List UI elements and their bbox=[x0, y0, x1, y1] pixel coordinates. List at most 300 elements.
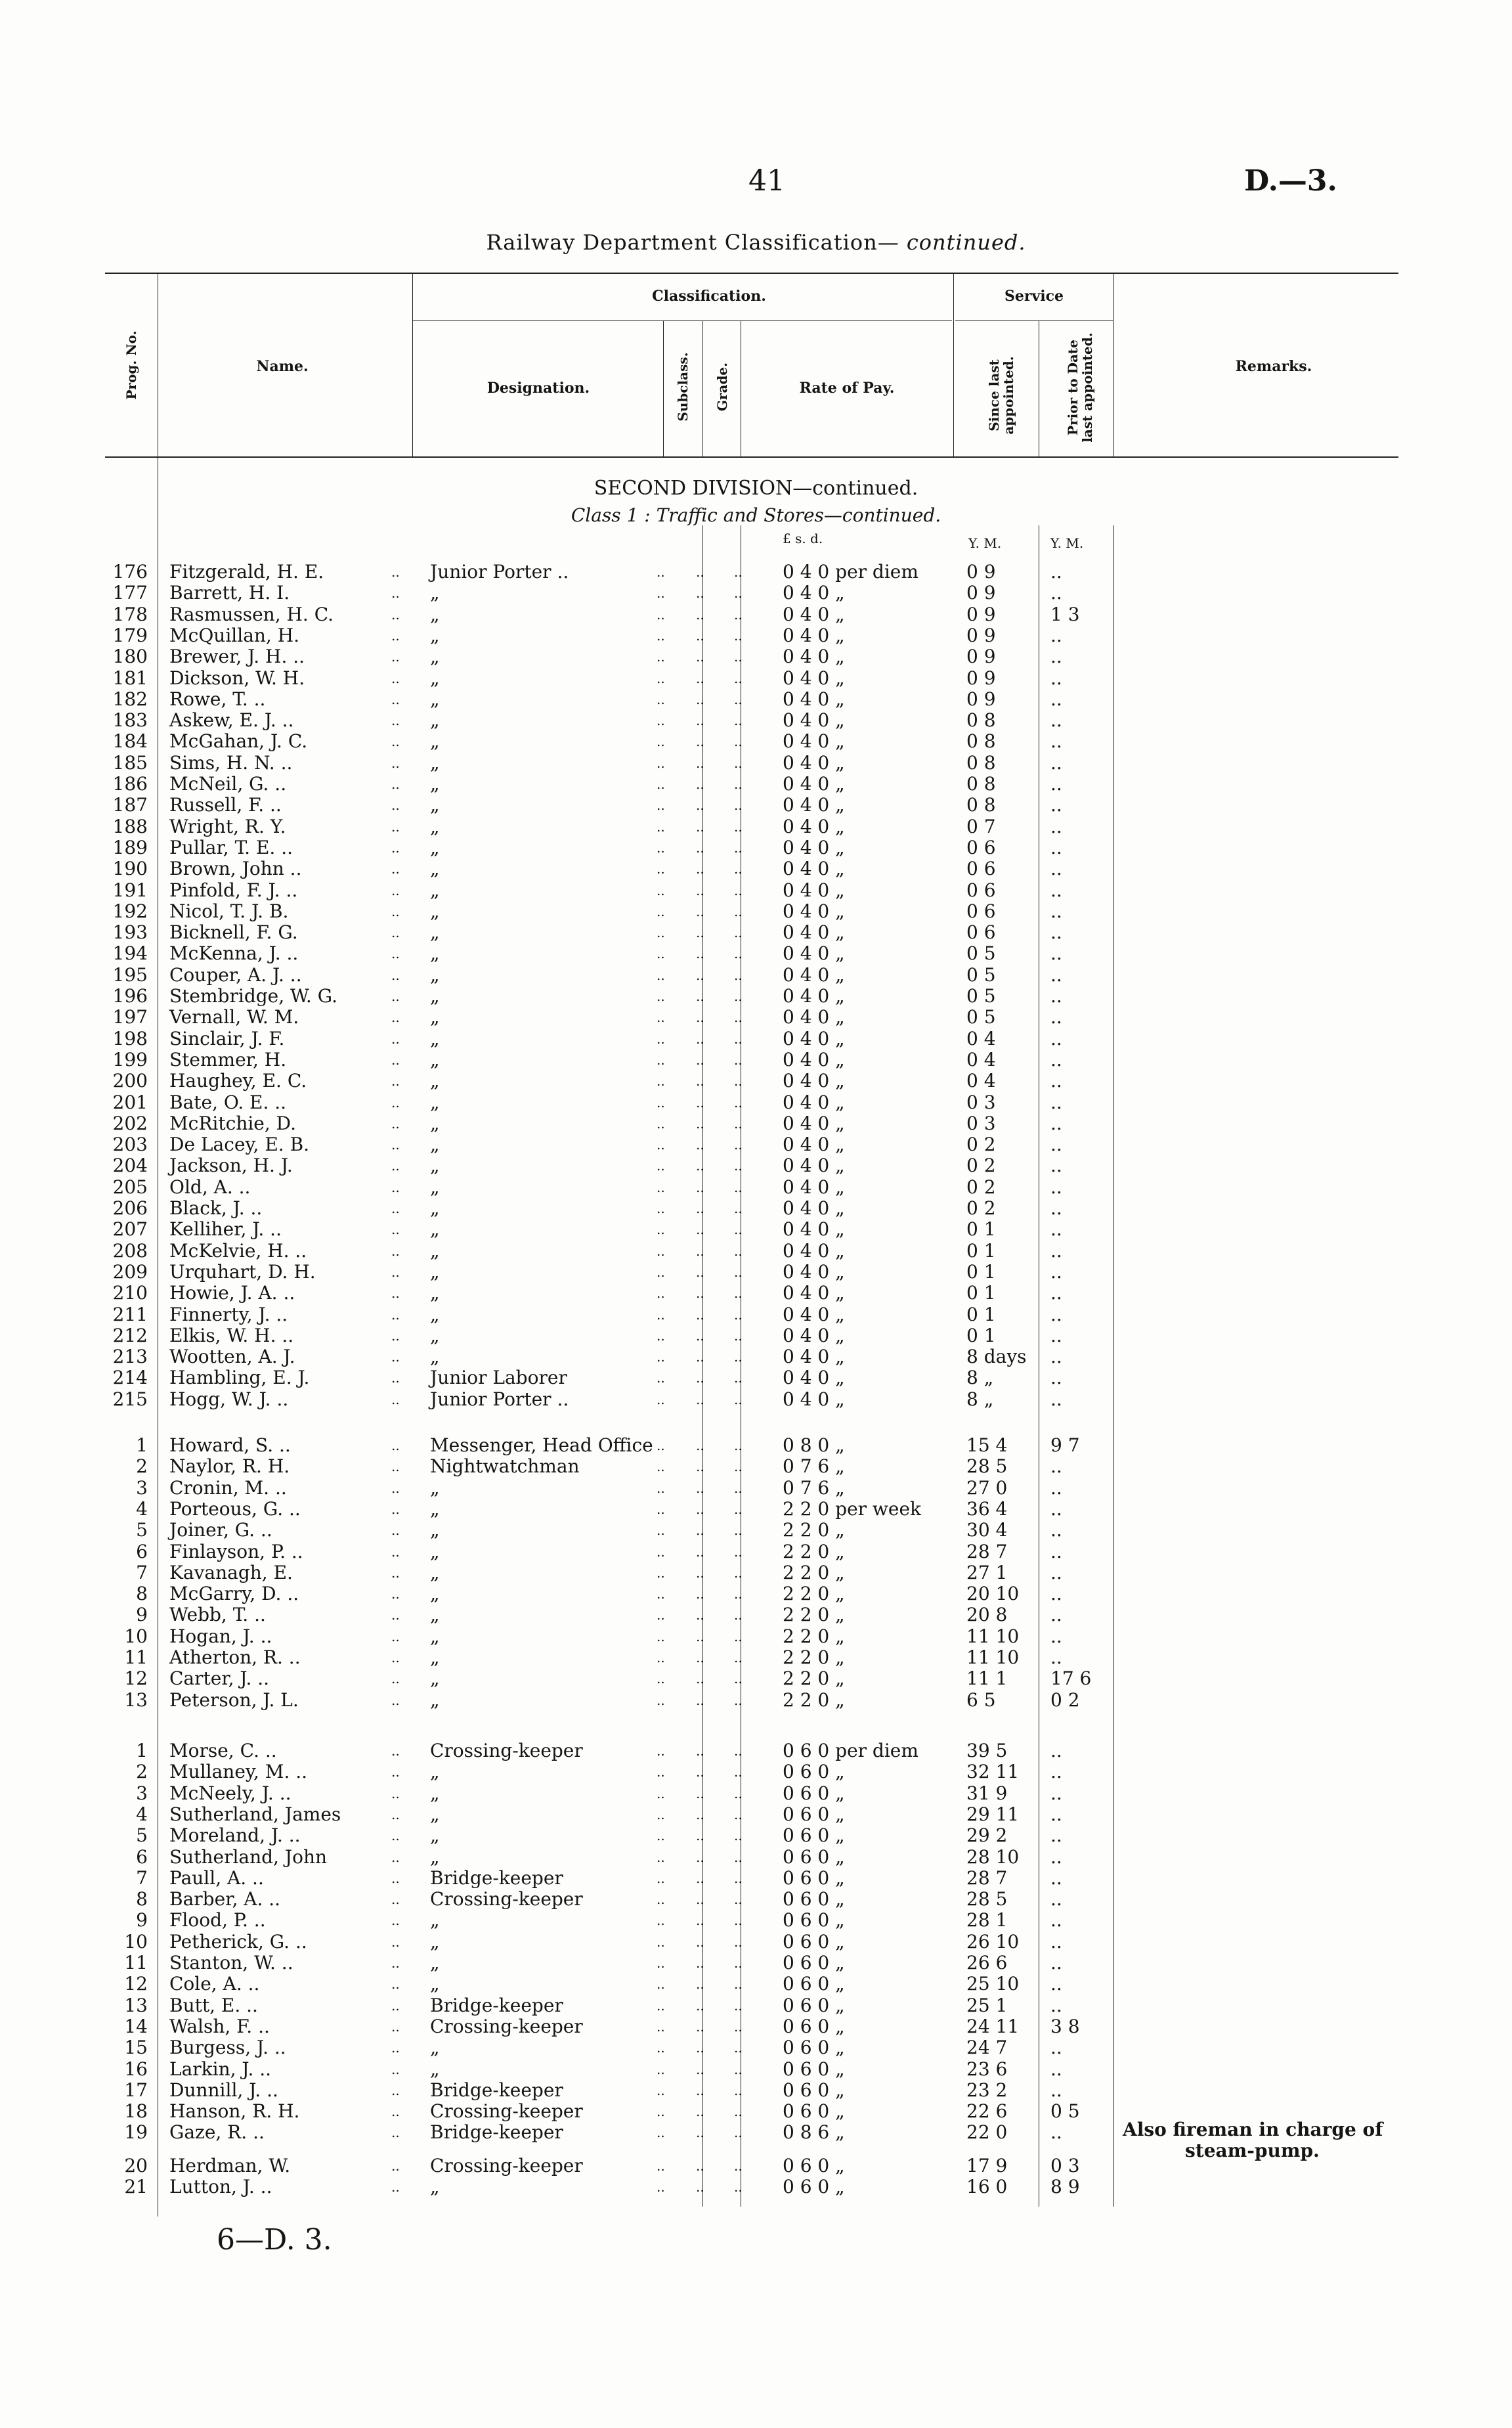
name-cell: Sinclair, J. F. bbox=[169, 1027, 285, 1049]
leader-dots: .. bbox=[657, 1327, 665, 1344]
leader-dots: .. bbox=[734, 1327, 743, 1344]
leader-dots: .. bbox=[391, 2104, 400, 2120]
prior-cell: .. bbox=[1050, 1346, 1062, 1368]
table-row bbox=[0, 1499, 1512, 1520]
prior-cell: 3 8 bbox=[1050, 2015, 1080, 2037]
designation-cell: „ bbox=[430, 1239, 440, 1262]
name-cell: Dunnill, J. .. bbox=[169, 2079, 278, 2101]
table-row bbox=[0, 922, 1512, 943]
table-row bbox=[0, 774, 1512, 795]
designation-cell: „ bbox=[430, 942, 440, 965]
footer-reference: 6—D. 3. bbox=[217, 2223, 332, 2257]
prog-no-cell: 192 bbox=[112, 900, 148, 922]
prior-cell: .. bbox=[1050, 2058, 1062, 2080]
prog-no-cell: 203 bbox=[112, 1134, 148, 1156]
name-cell: Pullar, T. E. .. bbox=[169, 836, 293, 858]
prior-cell: .. bbox=[1050, 1888, 1062, 1910]
leader-dots: .. bbox=[391, 1543, 400, 1560]
leader-dots: .. bbox=[696, 1370, 704, 1386]
since-cell: 16 0 bbox=[966, 2176, 1008, 2197]
table-row bbox=[0, 731, 1512, 752]
leader-dots: .. bbox=[657, 734, 665, 750]
rate-cell: 0 6 0 „ bbox=[783, 1782, 845, 1804]
prog-no-cell: 211 bbox=[112, 1303, 148, 1325]
name-cell: Hambling, E. J. bbox=[169, 1367, 310, 1389]
leader-dots: .. bbox=[734, 1370, 743, 1386]
leader-dots: .. bbox=[391, 925, 400, 941]
prior-cell: .. bbox=[1050, 836, 1062, 858]
table-row bbox=[0, 668, 1512, 689]
designation-cell: Bridge-keeper bbox=[430, 1994, 563, 2016]
since-cell: 0 5 bbox=[966, 942, 996, 965]
prog-no-cell: 13 bbox=[124, 1689, 148, 1711]
since-cell: 0 9 bbox=[966, 667, 996, 689]
prior-cell: .. bbox=[1050, 963, 1062, 986]
leader-dots: .. bbox=[657, 1628, 665, 1644]
table-row bbox=[0, 1868, 1512, 1889]
prior-units: Y. M. bbox=[1050, 535, 1084, 551]
rate-cell: 0 6 0 „ bbox=[783, 2037, 845, 2059]
name-cell: Butt, E. .. bbox=[169, 1994, 258, 2016]
table-row bbox=[0, 901, 1512, 922]
leader-dots: .. bbox=[657, 1201, 665, 1216]
document-title bbox=[0, 230, 1512, 255]
leader-dots: .. bbox=[391, 1628, 400, 1644]
designation-cell: „ bbox=[430, 1027, 440, 1049]
name-cell: McKelvie, H. .. bbox=[169, 1239, 307, 1262]
table-row bbox=[0, 689, 1512, 710]
leader-dots: .. bbox=[657, 564, 665, 580]
since-cell: 36 4 bbox=[966, 1497, 1008, 1520]
rate-cell: 0 6 0 „ bbox=[783, 1824, 845, 1847]
leader-dots: .. bbox=[734, 1891, 743, 1908]
leader-dots: .. bbox=[696, 734, 704, 750]
leader-dots: .. bbox=[734, 564, 743, 580]
name-cell: McGahan, J. C. bbox=[169, 730, 308, 753]
rate-cell: 0 4 0 „ bbox=[783, 1176, 845, 1198]
col-rule-designation bbox=[663, 320, 664, 457]
leader-dots: .. bbox=[657, 1158, 665, 1174]
leader-dots: .. bbox=[657, 1891, 665, 1908]
table-row bbox=[0, 1562, 1512, 1583]
leader-dots: .. bbox=[657, 1806, 665, 1822]
leader-dots: .. bbox=[734, 818, 743, 835]
prior-cell: .. bbox=[1050, 1930, 1062, 1953]
leader-dots: .. bbox=[734, 1912, 743, 1929]
prog-no-cell: 186 bbox=[112, 773, 148, 795]
prior-cell: .. bbox=[1050, 646, 1062, 668]
prog-no-cell: 12 bbox=[124, 1667, 148, 1690]
table-row bbox=[0, 816, 1512, 837]
leader-dots: .. bbox=[657, 1459, 665, 1475]
since-cell: 26 10 bbox=[966, 1930, 1020, 1953]
prior-cell: .. bbox=[1050, 1388, 1062, 1410]
leader-dots: .. bbox=[391, 1586, 400, 1602]
since-cell: 0 3 bbox=[966, 1112, 996, 1134]
since-cell: 25 10 bbox=[966, 1973, 1020, 1995]
designation-cell: „ bbox=[430, 1561, 440, 1583]
designation-cell: „ bbox=[430, 1155, 440, 1177]
designation-cell: „ bbox=[430, 879, 440, 901]
leader-dots: .. bbox=[391, 1671, 400, 1687]
leader-dots: .. bbox=[734, 925, 743, 941]
table-row bbox=[0, 2080, 1512, 2101]
leader-dots: .. bbox=[696, 755, 704, 771]
table-row bbox=[0, 1847, 1512, 1868]
header-top-rule bbox=[105, 273, 1398, 274]
table-row bbox=[0, 583, 1512, 604]
leader-dots: .. bbox=[391, 1349, 400, 1365]
name-cell: McNeil, G. .. bbox=[169, 773, 287, 795]
since-cell: 25 1 bbox=[966, 1994, 1008, 2016]
name-cell: Elkis, W. H. .. bbox=[169, 1324, 294, 1346]
leader-dots: .. bbox=[734, 1009, 743, 1026]
leader-dots: .. bbox=[391, 1222, 400, 1238]
leader-dots: .. bbox=[734, 713, 743, 729]
prog-no-cell: 4 bbox=[136, 1497, 148, 1520]
leader-dots: .. bbox=[657, 967, 665, 983]
table-row bbox=[0, 1974, 1512, 1995]
table-row bbox=[0, 1583, 1512, 1604]
prog-no-cell: 8 bbox=[136, 1888, 148, 1910]
leader-dots: .. bbox=[657, 1564, 665, 1581]
prog-no-cell: 204 bbox=[112, 1155, 148, 1177]
name-cell: Morse, C. .. bbox=[169, 1740, 277, 1761]
since-units: Y. M. bbox=[968, 535, 1002, 551]
leader-dots: .. bbox=[696, 797, 704, 814]
service-subrule bbox=[955, 320, 1113, 321]
table-row bbox=[0, 1604, 1512, 1625]
since-cell: 0 4 bbox=[966, 1027, 996, 1049]
prior-cell: .. bbox=[1050, 561, 1062, 583]
prior-cell: .. bbox=[1050, 1112, 1062, 1134]
name-cell: Wootten, A. J. bbox=[169, 1346, 295, 1368]
leader-dots: .. bbox=[391, 1912, 400, 1929]
name-cell: Rowe, T. .. bbox=[169, 688, 266, 710]
leader-dots: .. bbox=[734, 2061, 743, 2077]
designation-cell: „ bbox=[430, 1282, 440, 1304]
designation-cell: „ bbox=[430, 1497, 440, 1520]
since-cell: 27 0 bbox=[966, 1476, 1008, 1499]
leader-dots: .. bbox=[391, 1009, 400, 1026]
table-row bbox=[0, 1304, 1512, 1325]
leader-dots: .. bbox=[657, 946, 665, 962]
rate-cell: 2 2 0 „ bbox=[783, 1625, 845, 1647]
leader-dots: .. bbox=[734, 2082, 743, 2098]
prog-no-cell: 185 bbox=[112, 751, 148, 774]
designation-cell: „ bbox=[430, 1604, 440, 1626]
rate-cell: 0 4 0 „ bbox=[783, 985, 845, 1007]
table-row bbox=[0, 604, 1512, 625]
leader-dots: .. bbox=[657, 713, 665, 729]
rate-cell: 0 6 0 „ bbox=[783, 1888, 845, 1910]
leader-dots: .. bbox=[391, 1438, 400, 1453]
header-service: Service bbox=[1004, 288, 1064, 305]
leader-dots: .. bbox=[657, 1009, 665, 1026]
prog-no-cell: 20 bbox=[124, 2154, 148, 2176]
since-cell: 0 8 bbox=[966, 751, 996, 774]
prog-no-cell: 212 bbox=[112, 1324, 148, 1346]
leader-dots: .. bbox=[734, 1849, 743, 1865]
leader-dots: .. bbox=[696, 1480, 704, 1496]
leader-dots: .. bbox=[696, 1586, 704, 1602]
header-rate: Rate of Pay. bbox=[799, 380, 895, 397]
since-cell: 0 1 bbox=[966, 1218, 996, 1241]
leader-dots: .. bbox=[391, 585, 400, 602]
leader-dots: .. bbox=[696, 627, 704, 644]
name-cell: Black, J. .. bbox=[169, 1197, 263, 1219]
leader-dots: .. bbox=[657, 818, 665, 835]
leader-dots: .. bbox=[734, 2157, 743, 2174]
table-row bbox=[0, 625, 1512, 646]
leader-dots: .. bbox=[734, 1073, 743, 1090]
leader-dots: .. bbox=[657, 1955, 665, 1971]
leader-dots: .. bbox=[696, 776, 704, 792]
prior-cell: .. bbox=[1050, 1497, 1062, 1520]
leader-dots: .. bbox=[657, 2179, 665, 2195]
leader-dots: .. bbox=[657, 585, 665, 602]
since-cell: 22 0 bbox=[966, 2121, 1008, 2144]
leader-dots: .. bbox=[657, 691, 665, 707]
since-cell: 0 9 bbox=[966, 603, 996, 625]
leader-dots: .. bbox=[696, 1264, 704, 1280]
prog-no-cell: 8 bbox=[136, 1583, 148, 1605]
leader-dots: .. bbox=[696, 903, 704, 919]
rate-cell: 0 4 0 „ bbox=[783, 1239, 845, 1262]
leader-dots: .. bbox=[696, 1692, 704, 1708]
prog-no-cell: 7 bbox=[136, 1561, 148, 1583]
leader-dots: .. bbox=[657, 2040, 665, 2056]
prior-cell: .. bbox=[1050, 688, 1062, 710]
leader-dots: .. bbox=[657, 1222, 665, 1238]
since-cell: 0 5 bbox=[966, 985, 996, 1007]
name-cell: Kavanagh, E. bbox=[169, 1561, 293, 1583]
prior-cell: .. bbox=[1050, 2079, 1062, 2101]
prog-no-cell: 193 bbox=[112, 921, 148, 944]
since-cell: 0 1 bbox=[966, 1324, 996, 1346]
leader-dots: .. bbox=[657, 2104, 665, 2120]
leader-dots: .. bbox=[734, 1870, 743, 1886]
leader-dots: .. bbox=[391, 1764, 400, 1780]
designation-cell: Bridge-keeper bbox=[430, 2079, 563, 2101]
rate-cell: 2 2 0 „ bbox=[783, 1604, 845, 1626]
leader-dots: .. bbox=[696, 2082, 704, 2098]
prog-no-cell: 209 bbox=[112, 1260, 148, 1283]
designation-cell: „ bbox=[430, 1303, 440, 1325]
name-cell: Sims, H. N. .. bbox=[169, 751, 293, 774]
designation-cell: Messenger, Head Office bbox=[430, 1434, 653, 1456]
prior-cell: .. bbox=[1050, 1476, 1062, 1499]
designation-cell: „ bbox=[430, 900, 440, 922]
since-cell: 0 3 bbox=[966, 1091, 996, 1113]
name-cell: Cronin, M. .. bbox=[169, 1476, 287, 1499]
table-row bbox=[0, 646, 1512, 667]
name-cell: McNeely, J. .. bbox=[169, 1782, 292, 1804]
table-row bbox=[0, 2059, 1512, 2080]
leader-dots: .. bbox=[696, 1849, 704, 1865]
leader-dots: .. bbox=[696, 1628, 704, 1644]
table-row bbox=[0, 1931, 1512, 1953]
leader-dots: .. bbox=[696, 1671, 704, 1687]
header-prior: Prior to Date last appointed. bbox=[1065, 332, 1095, 443]
table-row bbox=[0, 1283, 1512, 1304]
leader-dots: .. bbox=[734, 670, 743, 686]
name-cell: Hogg, W. J. .. bbox=[169, 1388, 289, 1410]
designation-cell: „ bbox=[430, 1583, 440, 1605]
leader-dots: .. bbox=[734, 1459, 743, 1475]
since-cell: 0 1 bbox=[966, 1282, 996, 1304]
prog-no-cell: 188 bbox=[112, 815, 148, 837]
rate-cell: 0 4 0 per diem bbox=[783, 561, 918, 583]
leader-dots: .. bbox=[391, 903, 400, 919]
name-cell: Nicol, T. J. B. bbox=[169, 900, 289, 922]
since-cell: 0 2 bbox=[966, 1155, 996, 1177]
name-cell: Bate, O. E. .. bbox=[169, 1091, 287, 1113]
leader-dots: .. bbox=[696, 839, 704, 856]
leader-dots: .. bbox=[734, 1115, 743, 1132]
leader-dots: .. bbox=[734, 1480, 743, 1496]
designation-cell: „ bbox=[430, 1197, 440, 1219]
designation-cell: „ bbox=[430, 1803, 440, 1825]
prog-no-cell: 6 bbox=[136, 1845, 148, 1868]
name-cell: Gaze, R. .. bbox=[169, 2121, 265, 2144]
leader-dots: .. bbox=[391, 1806, 400, 1822]
leader-dots: .. bbox=[734, 1264, 743, 1280]
prior-cell: .. bbox=[1050, 879, 1062, 901]
since-cell: 28 7 bbox=[966, 1866, 1008, 1889]
prior-cell: .. bbox=[1050, 1604, 1062, 1626]
table-row bbox=[0, 986, 1512, 1007]
name-cell: Russell, F. .. bbox=[169, 794, 282, 816]
leader-dots: .. bbox=[657, 1264, 665, 1280]
leader-dots: .. bbox=[696, 1912, 704, 1929]
designation-cell: „ bbox=[430, 688, 440, 710]
prior-cell: .. bbox=[1050, 730, 1062, 753]
table-row bbox=[0, 1092, 1512, 1113]
designation-cell: Junior Porter .. bbox=[430, 561, 569, 583]
name-cell: Joiner, G. .. bbox=[169, 1519, 272, 1541]
leader-dots: .. bbox=[696, 2104, 704, 2120]
since-cell: 0 8 bbox=[966, 709, 996, 732]
table-row bbox=[0, 1134, 1512, 1155]
prior-cell: .. bbox=[1050, 1646, 1062, 1668]
prior-cell: .. bbox=[1050, 1048, 1062, 1071]
table-row bbox=[0, 710, 1512, 731]
rate-cell: 0 4 0 „ bbox=[783, 1346, 845, 1368]
leader-dots: .. bbox=[657, 925, 665, 941]
leader-dots: .. bbox=[391, 1179, 400, 1195]
table-row bbox=[0, 1177, 1512, 1198]
rate-cell: 0 4 0 „ bbox=[783, 942, 845, 965]
leader-dots: .. bbox=[696, 1976, 704, 1993]
leader-dots: .. bbox=[391, 2125, 400, 2141]
leader-dots: .. bbox=[696, 1785, 704, 1801]
leader-dots: .. bbox=[734, 1051, 743, 1068]
prior-cell: .. bbox=[1050, 815, 1062, 837]
table-row bbox=[0, 1626, 1512, 1647]
leader-dots: .. bbox=[657, 1828, 665, 1844]
leader-dots: .. bbox=[657, 1370, 665, 1386]
leader-dots: .. bbox=[657, 1391, 665, 1407]
leader-dots: .. bbox=[657, 1543, 665, 1560]
designation-cell: „ bbox=[430, 624, 440, 646]
leader-dots: .. bbox=[391, 1051, 400, 1068]
leader-dots: .. bbox=[391, 1997, 400, 2014]
remark-line-2: steam-pump. bbox=[1185, 2140, 1320, 2161]
rate-cell: 2 2 0 „ bbox=[783, 1646, 845, 1668]
leader-dots: .. bbox=[734, 1501, 743, 1517]
leader-dots: .. bbox=[734, 1692, 743, 1708]
designation-cell: „ bbox=[430, 667, 440, 689]
name-cell: Naylor, R. H. bbox=[169, 1455, 290, 1478]
leader-dots: .. bbox=[696, 1891, 704, 1908]
leader-dots: .. bbox=[696, 1438, 704, 1453]
name-cell: Stembridge, W. G. bbox=[169, 985, 337, 1007]
leader-dots: .. bbox=[391, 1201, 400, 1216]
since-cell: 23 2 bbox=[966, 2079, 1008, 2101]
leader-dots: .. bbox=[734, 1179, 743, 1195]
page-number: 41 bbox=[748, 164, 785, 198]
leader-dots: .. bbox=[696, 1030, 704, 1047]
leader-dots: .. bbox=[657, 1522, 665, 1539]
designation-cell: „ bbox=[430, 1070, 440, 1092]
table-row bbox=[0, 1825, 1512, 1846]
name-cell: Fitzgerald, H. E. bbox=[169, 561, 324, 583]
designation-cell: Junior Porter .. bbox=[430, 1388, 569, 1410]
rate-cell: 0 4 0 „ bbox=[783, 603, 845, 625]
name-cell: Brown, John .. bbox=[169, 858, 302, 880]
prior-cell: .. bbox=[1050, 1994, 1062, 2016]
leader-dots: .. bbox=[696, 1607, 704, 1623]
since-cell: 0 5 bbox=[966, 1006, 996, 1028]
prior-cell: .. bbox=[1050, 1782, 1062, 1804]
prior-cell: .. bbox=[1050, 1006, 1062, 1028]
since-cell: 11 1 bbox=[966, 1667, 1008, 1690]
leader-dots: .. bbox=[657, 988, 665, 1004]
leader-dots: .. bbox=[696, 1306, 704, 1323]
prior-cell: .. bbox=[1050, 1973, 1062, 1995]
rate-cell: 0 8 6 „ bbox=[783, 2121, 845, 2144]
since-cell: 28 10 bbox=[966, 1845, 1020, 1868]
prog-no-cell: 9 bbox=[136, 1909, 148, 1931]
name-cell: Brewer, J. H. .. bbox=[169, 646, 305, 668]
designation-cell: „ bbox=[430, 709, 440, 732]
designation-cell: „ bbox=[430, 1930, 440, 1953]
prog-no-cell: 10 bbox=[124, 1930, 148, 1953]
leader-dots: .. bbox=[734, 797, 743, 814]
prior-cell: .. bbox=[1050, 1176, 1062, 1198]
name-cell: Paull, A. .. bbox=[169, 1866, 264, 1889]
table-row bbox=[0, 1028, 1512, 1049]
rate-cell: 2 2 0 per week bbox=[783, 1497, 921, 1520]
leader-dots: .. bbox=[696, 1743, 704, 1759]
leader-dots: .. bbox=[696, 1327, 704, 1344]
name-cell: Barrett, H. I. bbox=[169, 582, 290, 604]
table-row bbox=[0, 858, 1512, 879]
table-row bbox=[0, 1541, 1512, 1562]
rate-cell: 0 4 0 „ bbox=[783, 1367, 845, 1389]
prog-no-cell: 201 bbox=[112, 1091, 148, 1113]
table-row bbox=[0, 1389, 1512, 1410]
rate-cell: 0 4 0 „ bbox=[783, 751, 845, 774]
designation-cell: „ bbox=[430, 815, 440, 837]
since-cell: 0 2 bbox=[966, 1134, 996, 1156]
leader-dots: .. bbox=[696, 670, 704, 686]
rate-cell: 0 4 0 „ bbox=[783, 1218, 845, 1241]
prior-cell: .. bbox=[1050, 1625, 1062, 1647]
leader-dots: .. bbox=[734, 1306, 743, 1323]
name-cell: Hogan, J. .. bbox=[169, 1625, 272, 1647]
